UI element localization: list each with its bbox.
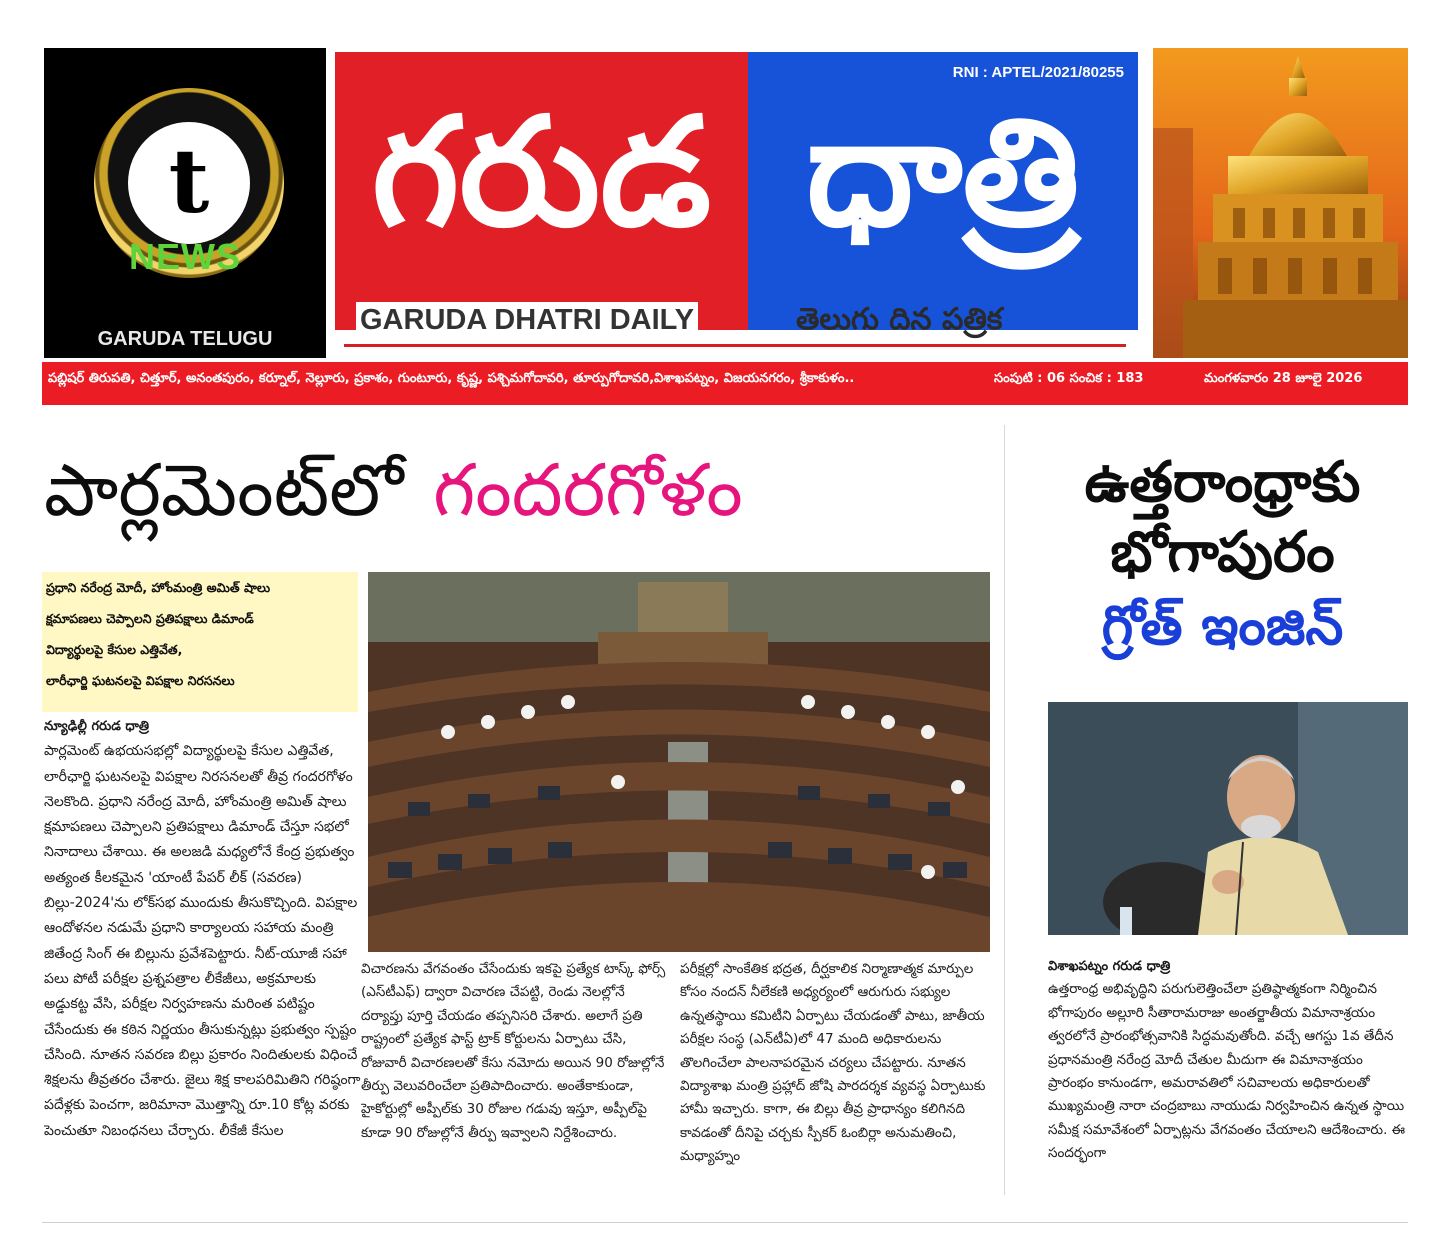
temple-image — [1153, 48, 1408, 358]
main-story-byline: న్యూఢిల్లీ గరుడ ధాత్రి — [44, 719, 150, 734]
title-underline — [344, 344, 1126, 347]
title-blue-panel — [748, 52, 1138, 330]
publication-date: మంగళవారం 28 జూలై 2026 — [1204, 371, 1363, 386]
highlight-line: క్షమాపణలు చెప్పాలని ప్రతిపక్షాలు డిమాండ్ — [46, 611, 254, 626]
side-story-text — [1048, 955, 1408, 1195]
main-headline-pink: గందరగోళం — [433, 448, 743, 532]
main-story-text-2: విచారణను వేగవంతం చేసేందుకు ఇకపై ప్రత్యేక టాస్క్ ఫోర్స్ (ఎస్‌టీఎఫ్) ద్వారా విచారణ చేపట్టి, రెండు నెలల్లోనే దర్యాప్తు పూర్తి చేయడం తప్పనిసరి చేశారు. అలాగే ప్రతి రాష్ట్రంలో ప్రత్యేక ఫాస్ట్ ట్రాక్ కోర్టులను ఏర్పాటు చేసి, రోజువారీ విచారణలతో కేసు నమోదు అయిన 90 రోజుల్లోనే తీర్పు వెలువరించేలా ప్రతిపాదించారు. అంతేకాకుండా, హైకోర్టుల్లో అప్పీల్‌కు 30 రోజుల గడువు ఇస్తూ, అప్పీల్‌పై కూడా 90 రోజుల్లోనే తీర్పు ఇవ్వాలని నిర్దేశించారు. — [361, 961, 666, 1141]
newspaper-title — [330, 48, 1148, 358]
highlight-line: లారీఛార్జి ఘటనలపై విపక్షాల నిరసనలు — [46, 673, 235, 688]
main-story-text-3: పరీక్షల్లో సాంకేతిక భద్రత, దీర్ఘకాలిక నిర్మాణాత్మక మార్పుల కోసం నందన్ నీలేకణి అధ్యర్యంలో ఆరుగురు సభ్యుల ఉన్నతస్థాయి కమిటీని ఏర్పాటు చేయడంతో పాటు, జాతీయ పరీక్షల సంస్థ (ఎన్‌టీఏ)లో 47 మంది అధికారులను తొలగించేలా పాలనాపరమైన చర్యలు చేపట్టారు. నూతన విద్యాశాఖ మంత్రి ప్రహ్లాద్ జోషి పారదర్శక వ్యవస్థ ఏర్పాటుకు హామీ ఇచ్చారు. కాగా, ఈ బిల్లు తీవ్ర ప్రాధాన్యం కలిగినది కావడంతో దీనిపై చర్చకు స్పీకర్ ఓంబిర్లా అనుమతించి, మధ్యాహ్నం — [680, 961, 986, 1165]
title-red-panel — [335, 52, 748, 330]
side-headline — [1020, 448, 1425, 664]
main-story-column-1 — [44, 714, 362, 1204]
rni-number: RNI : APTEL/2021/80255 — [952, 64, 1124, 81]
main-story-column-2 — [361, 958, 667, 1198]
main-headline — [44, 440, 994, 540]
side-headline-line-2: భోగాపురం — [1110, 520, 1335, 585]
side-story-byline: విశాఖపట్నం గరుడ ధాత్రి — [1048, 959, 1171, 974]
info-bar — [42, 362, 1408, 405]
main-headline-black: పార్లమెంట్‌లో — [44, 448, 404, 532]
daily-telugu-tagline: తెలుగు దిన పత్రిక — [796, 302, 1003, 337]
daily-english-tagline: GARUDA DHATRI DAILY — [356, 302, 698, 339]
edition-cities: పబ్లిషర్ తిరుపతి, చిత్తూర్, అనంతపురం, కర్నూల్, నెల్లూరు, ప్రకాశం, గుంటూరు, కృష్ణ, పశ్చిమగోదావరి, తూర్పుగోదావరి,విశాఖపట్నం, విజయనగరం, శ్రీకాకుళం.. — [48, 371, 855, 386]
chief-minister-photo — [1048, 702, 1408, 935]
garuda-telugu-news-logo — [44, 48, 326, 358]
side-story-body: ఉత్తరాంధ్ర అభివృద్ధిని పరుగులెత్తించేలా ప్రతిష్ఠాత్మకంగా నిర్మించిన భోగాపురం అల్లూరి సీతారామరాజు అంతర్జాతీయ విమానాశ్రయం త్వరలోనే ప్రారంభోత్సవానికి సిద్ధమవుతోంది. వచ్చే ఆగస్టు 1వ తేదీన ప్రధానమంత్రి నరేంద్ర మోదీ చేతుల మీదుగా ఈ విమానాశ్రయం ప్రారంభం కానుండగా, అమరావతిలో సచివాలయ అధికారులతో ముఖ్యమంత్రి నారా చంద్రబాబు నాయుడు నిర్వహించిన ఉన్నత స్థాయి సమీక్ష సమావేశంలో ఏర్పాట్లను వేగవంతం చేయాలని ఆదేశించారు. ఈ సందర్భంగా — [1048, 981, 1406, 1162]
column-divider — [1004, 425, 1005, 1195]
title-garuda: గరుడ — [371, 85, 712, 260]
main-story-text-1: పార్లమెంట్ ఉభయసభల్లో విద్యార్థులపై కేసుల ఎత్తివేత, లారీఛార్జి ఘటనలపై విపక్షాల నిరసనలతో తీవ్ర గందరగోళం నెలకొంది. ప్రధాని నరేంద్ర మోదీ, హోంమంత్రి అమిత్ షాలు క్షమాపణలు చెప్పాలని ప్రతిపక్షాలు డిమాండ్ చేస్తూ సభలో నినాదాలు చేశాయి. ఈ అలజడి మధ్యలోనే కేంద్ర ప్రభుత్వం అత్యంత కీలకమైన 'యాంటీ పేపర్ లీక్ (సవరణ) బిల్లు-2024'ను లోక్‌సభ ముందుకు తీసుకొచ్చింది. విపక్షాల ఆందోళనల నడుమే ప్రధాని కార్యాలయ సహాయ మంత్రి జితేంద్ర సింగ్ ఈ బిల్లును ప్రవేశపెట్టారు. నీట్-యూజీ సహా పలు పోటీ పరీక్షల ప్రశ్నపత్రాల లీకేజీలు, అక్రమాలకు అడ్డుకట్ట వేసి, పరీక్షల నిర్వహణను మరింత పటిష్టం చేసేందుకు ఈ కఠిన నిర్ణయం తీసుకున్నట్లు ప్రభుత్వం స్పష్టం చేసింది. నూతన సవరణ బిల్లు ప్రకారం నిందితులకు విధించే శిక్షలను తీవ్రతరం చేశారు. జైలు శిక్ష కాలపరిమితిని గరిష్ఠంగా పదేళ్లకు పెంచగా, జరిమానా మొత్తాన్ని రూ.10 కోట్ల వరకు పెంచుతూ నిబంధనలు చేర్చారు. లీకేజీ కేసుల — [44, 743, 361, 1139]
side-headline-line-3: గ్రోత్ ఇంజిన్ — [1101, 594, 1344, 657]
page-bottom-rule — [42, 1222, 1408, 1223]
title-dhatri: ధాత్రి — [806, 85, 1080, 260]
highlights-box — [42, 572, 358, 712]
highlight-line: విద్యార్థులపై కేసుల ఎత్తివేత, — [46, 642, 183, 657]
logo-news-word: NEWS — [129, 236, 241, 277]
highlight-line: ప్రధాని నరేంద్ర మోదీ, హోంమంత్రి అమిత్ షాలు — [46, 580, 271, 595]
logo-letter: t — [128, 122, 250, 244]
logo-caption: GARUDA TELUGU — [97, 328, 273, 350]
parliament-photo — [368, 572, 990, 952]
side-headline-line-1: ఉత్తరాంధ్రాకు — [1084, 450, 1361, 515]
main-story-column-3 — [680, 958, 988, 1198]
volume-issue: సంపుటి : 06 సంచిక : 183 — [994, 371, 1144, 386]
